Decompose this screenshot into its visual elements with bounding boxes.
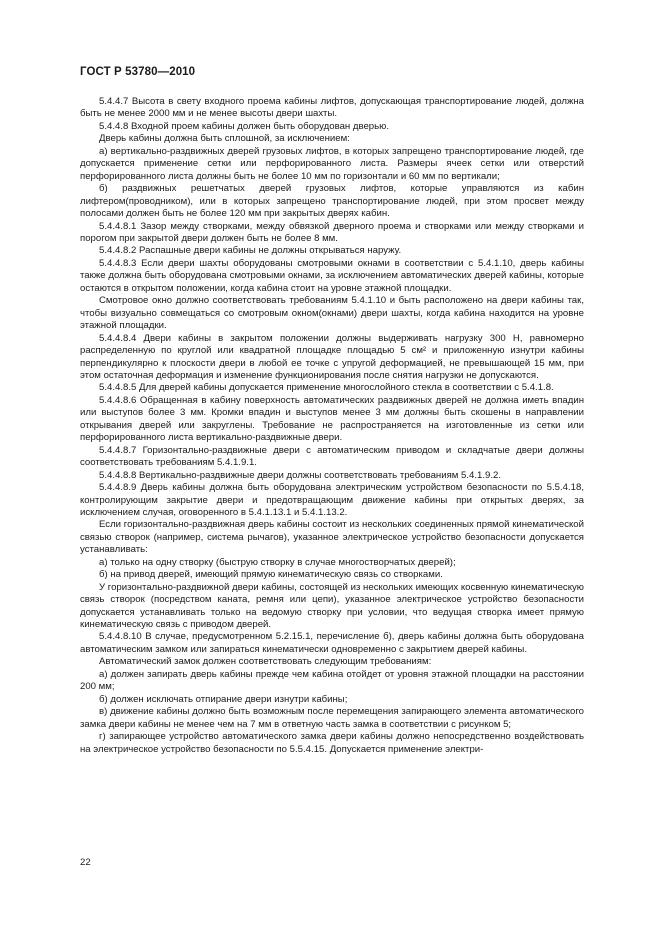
- paragraph: 5.4.4.8.10 В случае, предусмотренном 5.2.15.1, перечисление б), дверь кабины должна быть оборудована автоматическим замком или запираться кинематически одновременно с закрытием дверей кабины.: [80, 631, 584, 655]
- paragraph: У горизонтально-раздвижной двери кабины, состоящей из нескольких имеющих косвенную кинематическую связь створок (посредством каната, ремня или цепи), указанное электрическое устройство безопасности допускается устанавливать только на ведомую створку при условии, что ведущая створка имеет прямую кинематическую связь с приводом дверей.: [80, 581, 584, 631]
- paragraph: г) запирающее устройство автоматического замка двери кабины должно непосредственно воздействовать на электрическое устройство безопасности по 5.5.4.15. Допускается применение электри-: [80, 731, 584, 755]
- paragraph: 5.4.4.8 Входной проем кабины должен быть оборудован дверью.: [99, 120, 389, 132]
- paragraph: 5.4.4.8.2 Распашные двери кабины не должны открываться наружу.: [99, 245, 402, 257]
- paragraph: Дверь кабины должна быть сплошной, за исключением:: [99, 133, 350, 145]
- paragraph: а) вертикально-раздвижных дверей грузовых лифтов, в которых запрещено транспортирование людей, где допускается применение сетки или перфорированного листа. Размеры ячеек сетки или отверстий перфорированного листа должны быть не более 10 мм по горизонтали и 60 мм по вертикали;: [80, 145, 584, 182]
- paragraph: 5.4.4.8.3 Если двери шахты оборудованы смотровыми окнами в соответствии с 5.4.1.10, дверь кабины также должна быть оборудована смотровыми окнами, за исключением автоматических дверей кабины, которые остаются в открытом положении, когда кабина стоит на уровне этажной площадки.: [80, 257, 584, 294]
- paragraph: в) движение кабины должно быть возможным после перемещения запирающего элемента автоматического замка двери кабины не менее чем на 7 мм в ответную часть замка в соответствии с рисунком 5;: [80, 706, 584, 730]
- paragraph: а) должен запирать дверь кабины прежде чем кабина отойдет от уровня этажной площадки на расстоянии 200 мм;: [80, 668, 584, 693]
- paragraph: Если горизонтально-раздвижная дверь кабины состоит из нескольких соединенных прямой кинематической связью створок (например, система рычагов), указанное электрическое устройство безопасности допускается устанавливать:: [80, 519, 584, 556]
- paragraph: а) только на одну створку (быструю створку в случае многостворчатых дверей);: [99, 556, 456, 568]
- paragraph: 5.4.4.8.1 Зазор между створками, между обвязкой дверного проема и створками или между створками и порогом при закрытой двери должен быть не более 8 мм.: [80, 220, 584, 244]
- document-body: [80, 96, 584, 756]
- paragraph: 5.4.4.8.7 Горизонтально-раздвижные двери с автоматическим приводом и складчатые двери должны соответствовать требованиям 5.4.1.9.1.: [80, 444, 584, 469]
- document-header: ГОСТ Р 53780—2010: [80, 66, 196, 78]
- paragraph: б) на привод дверей, имеющий прямую кинематическую связь со створками.: [99, 569, 443, 581]
- page-number: 22: [80, 857, 91, 868]
- paragraph: Автоматический замок должен соответствовать следующим требованиям:: [99, 656, 432, 668]
- paragraph: 5.4.4.8.6 Обращенная в кабину поверхность автоматических раздвижных дверей не должна иметь впадин или выступов более 3 мм. Кромки впадин и выступов менее 3 мм должны быть скошены в направлении открывания дверей или закруглены. Требование не распространяется на изготовленные из сетки или перфорированного листа вертикально-раздвижные двери.: [80, 394, 584, 444]
- paragraph: 5.4.4.8.8 Вертикально-раздвижные двери должны соответствовать требованиям 5.4.1.9.2.: [99, 469, 502, 481]
- paragraph: 5.4.4.8.5 Для дверей кабины допускается применение многослойного стекла в соответствии с 5.4.1.8.: [99, 382, 554, 394]
- paragraph: 5.4.4.7 Высота в свету входного проема кабины лифтов, допускающая транспортирование людей, должна быть не менее 2000 мм и не менее высоты двери шахты.: [80, 96, 584, 120]
- paragraph: 5.4.4.8.9 Дверь кабины должна быть оборудована электрическим устройством безопасности по 5.5.4.18, контролирующим закрытие двери и предотвращающим движение кабины при открытых дверях, за исключением случая, оговоренного в 5.4.1.13.1 и 5.4.1.13.2.: [80, 482, 584, 518]
- paragraph: б) должен исключать отпирание двери изнутри кабины;: [99, 693, 348, 705]
- paragraph: 5.4.4.8.4 Двери кабины в закрытом положении должны выдерживать нагрузку 300 Н, равномерно распределенную по круглой или квадратной площадке площадью 5 см² и приложенную изнутри кабины перпендикулярно к плоскости двери в любой ее точке с упругой деформацией, не превышающей 15 мм, при этом остаточная деформация и изменение функционирования после снятия нагрузки не допускаются.: [80, 332, 584, 381]
- paragraph: Смотровое окно должно соответствовать требованиям 5.4.1.10 и быть расположено на двери кабины так, чтобы визуально совмещаться со смотровым окном(окнами) двери шахты, когда кабина находится на уровне этажной площадки.: [80, 295, 584, 332]
- paragraph: б) раздвижных решетчатых дверей грузовых лифтов, которые управляются из кабин лифтером(проводником), или в которых запрещено транспортирование людей, при этом просвет между полосами должен быть не более 120 мм при закрытых дверях кабин.: [80, 183, 584, 220]
